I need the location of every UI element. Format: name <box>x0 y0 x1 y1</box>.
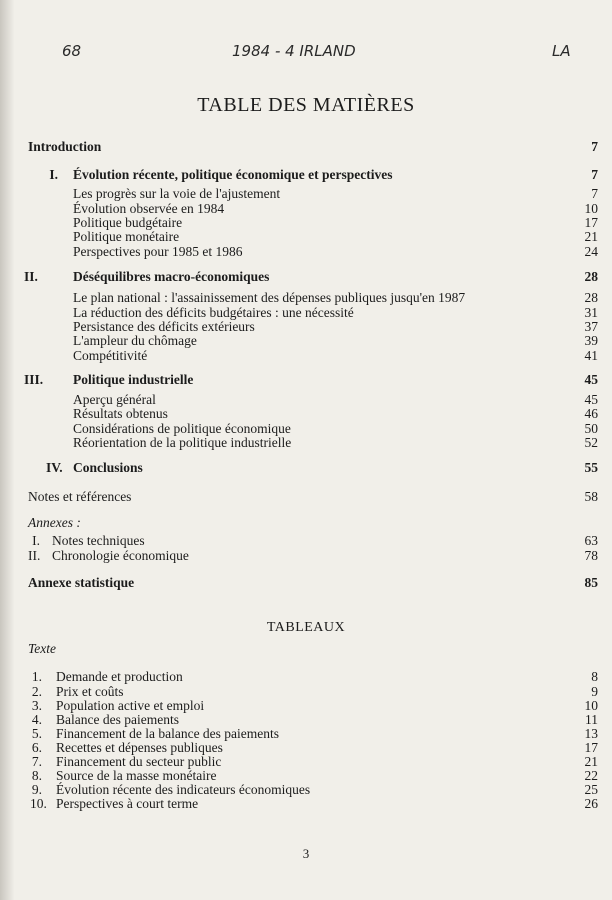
toc-entry <box>28 459 598 476</box>
page-number: 3 <box>302 846 310 861</box>
table-entry-label: Source de la masse monétaire <box>56 768 217 783</box>
table-entry-number: 6. <box>31 740 42 755</box>
toc-entry-page: 7 <box>591 139 598 154</box>
table-entry-page: 17 <box>584 740 598 755</box>
page-title: TABLE DES MATIÈRES <box>197 94 415 116</box>
toc-entry-page: 52 <box>584 435 598 450</box>
table-entry-page: 10 <box>584 698 598 713</box>
toc-entry-number: II. <box>24 269 38 284</box>
toc-entry <box>28 243 598 260</box>
toc-entry-label: Chronologie économique <box>52 548 189 563</box>
toc-entry <box>28 166 598 183</box>
handwritten-note-middle: 1984 - 4 IRLAND <box>232 42 356 60</box>
toc-entry-page: 10 <box>584 201 598 216</box>
table-entry-page: 25 <box>584 782 598 797</box>
toc-entry-page: 58 <box>584 489 598 504</box>
toc-entry-page: 45 <box>584 392 598 407</box>
table-entry-number: 8. <box>31 768 42 783</box>
toc-entry-page: 45 <box>584 372 598 387</box>
toc-entry-label: Évolution récente, politique économique et perspectives <box>73 167 393 182</box>
page-binding-shadow <box>0 0 14 900</box>
toc-entry-page: 50 <box>584 421 598 436</box>
toc-entry-label: Notes et références <box>28 489 132 504</box>
toc-entry-label: Considérations de politique économique <box>73 421 291 436</box>
toc-entry-page: 37 <box>584 319 598 334</box>
table-entry-label: Perspectives à court terme <box>56 796 199 811</box>
table-entry-page: 13 <box>584 726 598 741</box>
table-entry-number: 3. <box>31 698 42 713</box>
table-entry-label: Prix et coûts <box>56 684 124 699</box>
toc-entry-label: Compétitivité <box>73 348 148 363</box>
toc-entry-label: Persistance des déficits extérieurs <box>73 319 255 334</box>
toc-entry-label: Le plan national : l'assainissement des dépenses publiques jusqu'en 1987 <box>73 290 466 305</box>
toc-entry <box>28 514 598 531</box>
tables-subheading <box>28 640 598 657</box>
table-entry-number: 10. <box>30 796 47 811</box>
toc-entry <box>28 574 598 591</box>
toc-entry-label: Réorientation de la politique industrielle <box>73 435 292 450</box>
toc-entry <box>24 268 598 285</box>
toc-entry-page: 24 <box>584 244 598 259</box>
toc-entry-label: Notes techniques <box>52 533 145 548</box>
toc-entry-label: Perspectives pour 1985 et 1986 <box>73 244 243 259</box>
toc-entry-number: I. <box>32 533 40 548</box>
table-entry-label: Financement du secteur public <box>56 754 222 769</box>
toc-entry-page: 78 <box>584 548 598 563</box>
table-entry-number: 9. <box>31 782 42 797</box>
toc-entry-number: II. <box>28 548 41 563</box>
table-entry-label: Évolution récente des indicateurs économiques <box>56 782 311 797</box>
table-entry-page: 11 <box>585 712 598 727</box>
toc-entry-label: Aperçu général <box>73 392 156 407</box>
toc-entry <box>24 371 598 388</box>
table-entry-number: 4. <box>31 712 42 727</box>
toc-entry-page: 28 <box>584 269 598 284</box>
table-entry-number: 2. <box>31 684 42 699</box>
toc-entry <box>28 547 598 564</box>
toc-entry <box>28 434 598 451</box>
handwritten-note-left: 68 <box>62 42 82 60</box>
toc-entry-page: 46 <box>584 406 598 421</box>
table-entry-page: 22 <box>584 768 598 783</box>
toc-entry-page: 85 <box>584 575 598 590</box>
toc-entry-label: Annexe statistique <box>28 575 135 590</box>
toc-entry-page: 7 <box>591 186 598 201</box>
toc-entry-label: Introduction <box>28 139 102 154</box>
toc-entry-label: Politique monétaire <box>73 229 180 244</box>
table-entry-label: Recettes et dépenses publiques <box>56 740 223 755</box>
toc-entry <box>28 488 598 505</box>
toc-entry-page: 63 <box>584 533 598 548</box>
table-entry-page: 8 <box>591 669 598 684</box>
toc-entry-page: 28 <box>584 290 598 305</box>
table-entry <box>28 795 598 812</box>
toc-entry-number: I. <box>49 167 58 182</box>
toc-entry-label: Annexes : <box>28 515 81 530</box>
toc-entry-label: Conclusions <box>73 460 143 475</box>
toc-entry-page: 41 <box>584 348 598 363</box>
tables-section-title: TABLEAUX <box>266 620 346 635</box>
toc-entry-page: 55 <box>584 460 598 475</box>
toc-entry-label: Politique budgétaire <box>73 215 183 230</box>
toc-entry-number: III. <box>24 372 44 387</box>
table-entry-label: Financement de la balance des paiements <box>56 726 280 741</box>
toc-entry-label: Déséquilibres macro-économiques <box>73 269 270 284</box>
tables-subheading-label: Texte <box>28 641 56 656</box>
toc-entry-number: IV. <box>46 460 63 475</box>
table-entry-number: 1. <box>31 669 42 684</box>
toc-entry-page: 39 <box>584 333 598 348</box>
toc-entry-label: Politique industrielle <box>73 372 194 387</box>
handwritten-note-right: LA <box>552 42 571 60</box>
table-entry-label: Population active et emploi <box>56 698 205 713</box>
table-entry-page: 9 <box>591 684 598 699</box>
toc-entry-label: Les progrès sur la voie de l'ajustement <box>73 186 281 201</box>
table-entry-number: 7. <box>31 754 42 769</box>
toc-entry-label: La réduction des déficits budgétaires : une nécessité <box>73 305 354 320</box>
table-entry-page: 21 <box>584 754 598 769</box>
table-entry-label: Balance des paiements <box>56 712 179 727</box>
toc-entry <box>28 138 598 155</box>
toc-entry-label: L'ampleur du chômage <box>73 333 197 348</box>
toc-entry-label: Évolution observée en 1984 <box>73 201 225 216</box>
table-entry-number: 5. <box>31 726 42 741</box>
table-entry-label: Demande et production <box>56 669 183 684</box>
toc-entry <box>28 347 598 364</box>
toc-entry-page: 7 <box>591 167 598 182</box>
table-entry-page: 26 <box>584 796 598 811</box>
toc-entry-page: 21 <box>584 229 598 244</box>
toc-entry-page: 17 <box>584 215 598 230</box>
toc-entry-page: 31 <box>584 305 598 320</box>
toc-entry-label: Résultats obtenus <box>73 406 168 421</box>
